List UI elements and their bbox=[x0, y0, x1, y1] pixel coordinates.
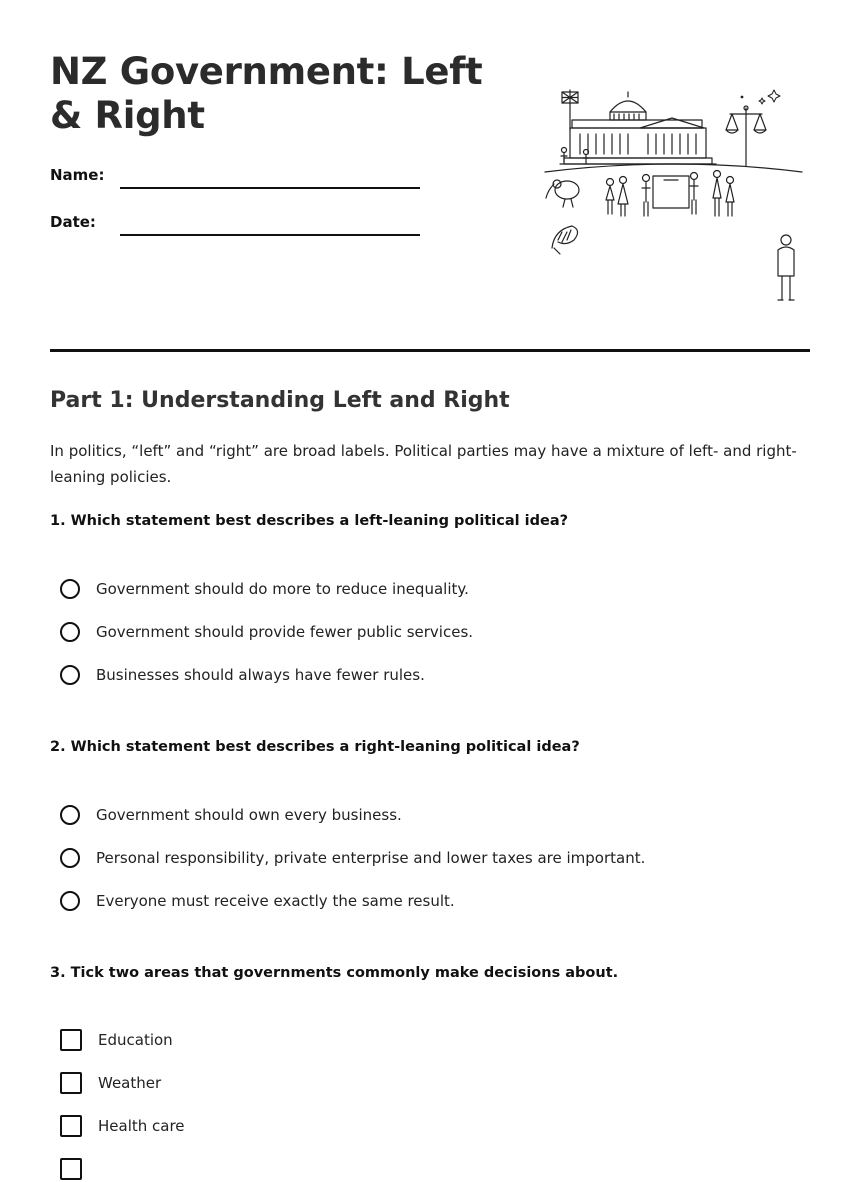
kiwi-bird-icon bbox=[546, 180, 579, 207]
standing-person-icon bbox=[778, 235, 794, 300]
nz-flag-icon bbox=[562, 90, 578, 130]
option-label: Government should provide fewer public services. bbox=[96, 623, 474, 641]
checkbox[interactable] bbox=[60, 1072, 82, 1094]
radio-button[interactable] bbox=[60, 848, 80, 868]
date-label: Date: bbox=[50, 213, 96, 231]
q2-option-3[interactable] bbox=[60, 888, 455, 914]
scales-of-justice-icon bbox=[726, 106, 766, 166]
option-label: Everyone must receive exactly the same result. bbox=[96, 892, 455, 910]
visitor-figures bbox=[561, 148, 589, 165]
page-title: NZ Government: Left & Right bbox=[50, 50, 483, 137]
option-label: Personal responsibility, private enterprise and lower taxes are important. bbox=[96, 849, 646, 867]
q3-option-1[interactable] bbox=[60, 1027, 173, 1053]
name-label: Name: bbox=[50, 166, 105, 184]
question-1: 1. Which statement best describes a left-leaning political idea? bbox=[50, 513, 569, 529]
option-label: Education bbox=[98, 1031, 173, 1049]
option-label: Weather bbox=[98, 1074, 162, 1092]
q3-option-4-partial[interactable] bbox=[60, 1156, 82, 1182]
q3-option-2[interactable] bbox=[60, 1070, 161, 1096]
name-field[interactable] bbox=[120, 187, 420, 189]
option-label: Government should own every business. bbox=[96, 806, 402, 824]
checkbox[interactable] bbox=[60, 1029, 82, 1051]
people-group-icon bbox=[606, 171, 734, 217]
q3-option-3[interactable] bbox=[60, 1113, 185, 1139]
ballot-box-icon bbox=[653, 176, 689, 208]
checkbox[interactable] bbox=[60, 1158, 82, 1180]
q2-option-2[interactable] bbox=[60, 845, 645, 871]
section-divider bbox=[50, 349, 810, 352]
question-3: 3. Tick two areas that governments commonly make decisions about. bbox=[50, 965, 619, 981]
fern-frond-icon bbox=[552, 226, 578, 254]
q1-option-3[interactable] bbox=[60, 662, 425, 688]
option-label: Health care bbox=[98, 1117, 185, 1135]
radio-button[interactable] bbox=[60, 579, 80, 599]
q1-option-2[interactable] bbox=[60, 619, 473, 645]
part1-intro: In politics, “left” and “right” are broad labels. Political parties may have a mixture of left- and right-leaning policies. bbox=[50, 442, 797, 486]
radio-button[interactable] bbox=[60, 665, 80, 685]
radio-button[interactable] bbox=[60, 891, 80, 911]
ground-line bbox=[545, 164, 802, 172]
radio-button[interactable] bbox=[60, 805, 80, 825]
sparkle-icon bbox=[741, 90, 780, 104]
date-field[interactable] bbox=[120, 234, 420, 236]
option-label: Government should do more to reduce inequality. bbox=[96, 580, 469, 598]
part1-heading: Part 1: Understanding Left and Right bbox=[50, 388, 510, 413]
radio-button[interactable] bbox=[60, 622, 80, 642]
checkbox[interactable] bbox=[60, 1115, 82, 1137]
q1-option-1[interactable] bbox=[60, 576, 469, 602]
option-label: Businesses should always have fewer rules. bbox=[96, 666, 425, 684]
question-2: 2. Which statement best describes a right-leaning political idea? bbox=[50, 739, 580, 755]
parliament-illustration bbox=[540, 80, 810, 310]
q2-option-1[interactable] bbox=[60, 802, 402, 828]
